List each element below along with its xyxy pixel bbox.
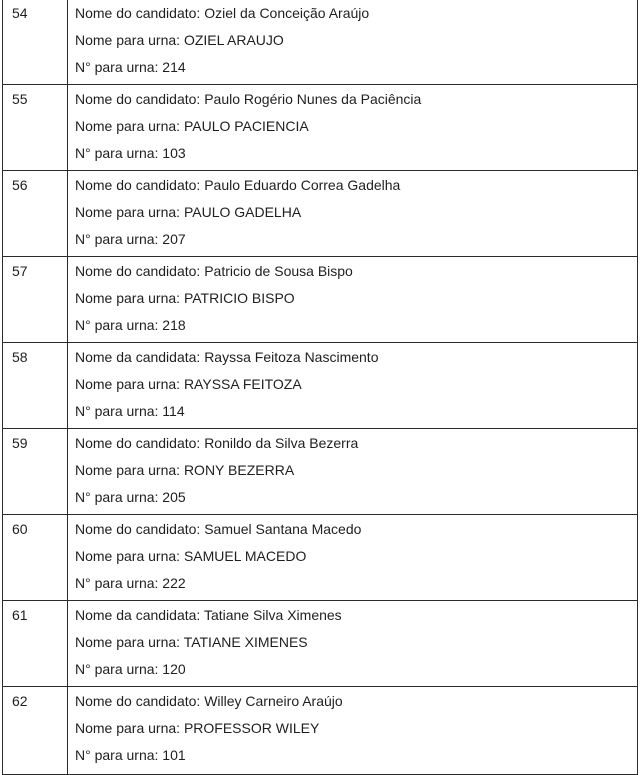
ballot-number: N° para urna: 222 <box>75 575 186 591</box>
table-row <box>3 687 638 775</box>
candidate-number: 60 <box>3 515 68 601</box>
candidate-number: 62 <box>3 687 68 775</box>
candidate-number: 59 <box>3 429 68 515</box>
candidate-number: 58 <box>3 343 68 429</box>
table-row <box>3 343 638 429</box>
table-row <box>3 171 638 257</box>
ballot-name: Nome para urna: SAMUEL MACEDO <box>75 548 307 564</box>
candidate-number: 55 <box>3 85 68 171</box>
candidate-name: Nome do candidato: Willey Carneiro Araújo <box>75 693 343 709</box>
ballot-number: N° para urna: 218 <box>75 317 186 333</box>
candidate-info-cell <box>68 601 638 687</box>
candidate-number: 56 <box>3 171 68 257</box>
table-row <box>3 257 638 343</box>
candidate-name: Nome do candidato: Samuel Santana Macedo <box>75 521 362 537</box>
candidate-info-cell <box>68 85 638 171</box>
candidate-number: 57 <box>3 257 68 343</box>
candidate-name: Nome do candidato: Ronildo da Silva Bezerra <box>75 435 359 451</box>
candidate-number: 61 <box>3 601 68 687</box>
table-row <box>3 0 638 85</box>
candidate-name: Nome da candidata: Rayssa Feitoza Nascimento <box>75 349 379 365</box>
candidate-info-cell <box>68 515 638 601</box>
ballot-number: N° para urna: 103 <box>75 145 186 161</box>
ballot-number: N° para urna: 114 <box>75 403 185 419</box>
table-row <box>3 515 638 601</box>
ballot-name: Nome para urna: RONY BEZERRA <box>75 462 295 478</box>
ballot-number: N° para urna: 205 <box>75 489 186 505</box>
candidate-info-cell <box>68 687 638 775</box>
ballot-number: N° para urna: 207 <box>75 231 186 247</box>
ballot-number: N° para urna: 214 <box>75 59 186 75</box>
candidate-number: 54 <box>3 0 68 85</box>
candidate-name: Nome do candidato: Patricio de Sousa Bispo <box>75 263 353 279</box>
ballot-name: Nome para urna: PAULO PACIENCIA <box>75 118 309 134</box>
candidate-info-cell <box>68 257 638 343</box>
candidate-info-cell <box>68 171 638 257</box>
ballot-number: N° para urna: 101 <box>75 747 186 763</box>
table-row <box>3 601 638 687</box>
table-row <box>3 85 638 171</box>
candidate-name: Nome do candidato: Oziel da Conceição Araújo <box>75 5 370 21</box>
candidate-info-cell <box>68 343 638 429</box>
ballot-name: Nome para urna: RAYSSA FEITOZA <box>75 376 302 392</box>
candidate-info-cell <box>68 429 638 515</box>
ballot-name: Nome para urna: PAULO GADELHA <box>75 204 302 220</box>
candidate-info-cell <box>68 0 638 85</box>
ballot-name: Nome para urna: PROFESSOR WILEY <box>75 720 320 736</box>
ballot-name: Nome para urna: TATIANE XIMENES <box>75 634 308 650</box>
candidate-name: Nome do candidato: Paulo Rogério Nunes da Paciência <box>75 91 422 107</box>
candidates-table <box>2 0 638 775</box>
candidate-name: Nome do candidato: Paulo Eduardo Correa Gadelha <box>75 177 401 193</box>
ballot-name: Nome para urna: PATRICIO BISPO <box>75 290 295 306</box>
ballot-name: Nome para urna: OZIEL ARAUJO <box>75 32 284 48</box>
table-row <box>3 429 638 515</box>
candidate-name: Nome da candidata: Tatiane Silva Ximenes <box>75 607 342 623</box>
ballot-number: N° para urna: 120 <box>75 661 186 677</box>
